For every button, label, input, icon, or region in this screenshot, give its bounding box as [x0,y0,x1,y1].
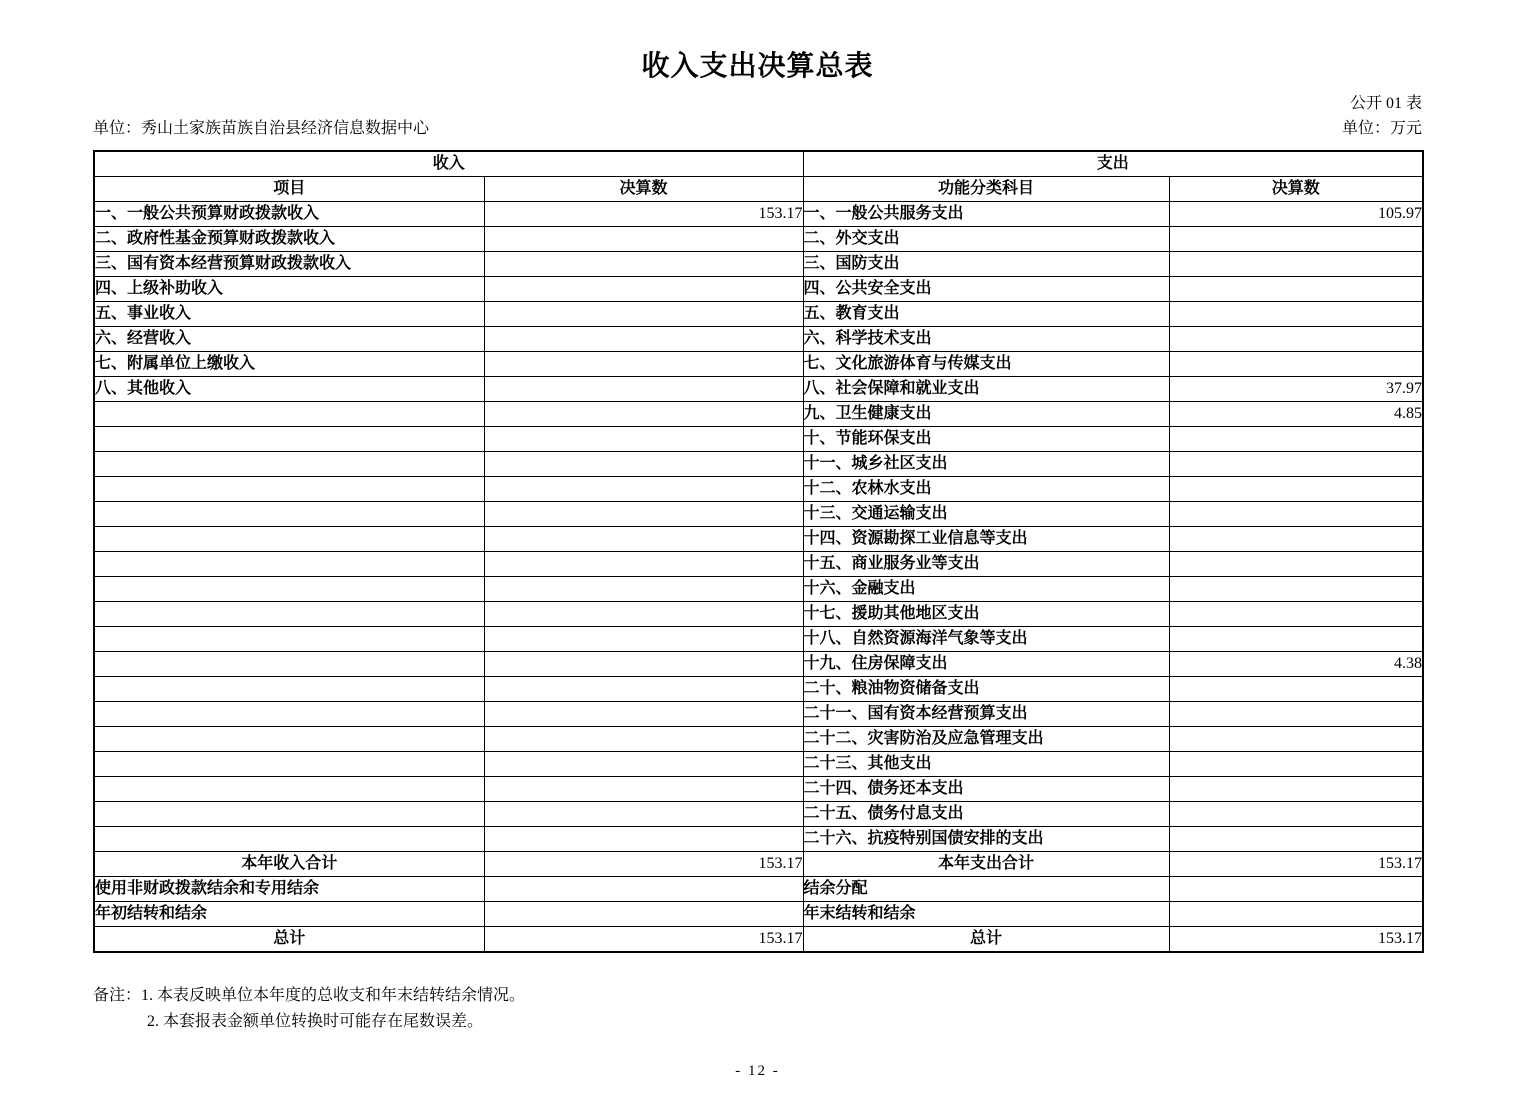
income-item-column-header: 项目 [94,177,484,202]
income-item-cell [94,477,484,502]
notes-block [93,983,1422,1035]
org-unit-label: 单位：秀山土家族苗族自治县经济信息数据中心 [93,120,430,137]
expense-item-cell: 十五、商业服务业等支出 [803,552,1169,577]
note-line-2 [93,1009,1422,1035]
income-value-cell [484,877,803,902]
income-value-cell [484,652,803,677]
doc-code-label: 公开 01 表 [1349,95,1422,112]
income-item-cell [94,502,484,527]
note-line-1 [93,983,1422,1009]
table-row [94,927,1423,953]
income-item-cell [94,452,484,477]
income-value-cell [484,727,803,752]
income-value-cell [484,527,803,552]
income-value-cell [484,352,803,377]
expense-item-cell: 三、国防支出 [803,252,1169,277]
income-value-cell [484,552,803,577]
expense-value-cell: 153.17 [1169,852,1423,877]
table-row [94,252,1423,277]
income-value-cell [484,802,803,827]
expense-value-cell: 153.17 [1169,927,1423,953]
table-row [94,302,1423,327]
income-item-cell [94,577,484,602]
income-value-cell [484,227,803,252]
income-item-cell: 三、国有资本经营预算财政拨款收入 [94,252,484,277]
note-text-2: 2. 本套报表金额单位转换时可能存在尾数误差。 [147,1013,484,1030]
income-item-cell: 二、政府性基金预算财政拨款收入 [94,227,484,252]
income-item-cell: 七、附属单位上缴收入 [94,352,484,377]
income-value-cell [484,902,803,927]
money-unit-label: 单位：万元 [1341,120,1422,137]
income-value-cell [484,602,803,627]
table-row [94,402,1423,427]
expense-item-cell: 年末结转和结余 [803,902,1169,927]
income-item-cell [94,552,484,577]
table-row [94,577,1423,602]
table-row [94,852,1423,877]
expense-item-cell: 十、节能环保支出 [803,427,1169,452]
income-item-cell [94,627,484,652]
table-row [94,452,1423,477]
income-value-cell [484,327,803,352]
expense-value-cell [1169,502,1423,527]
expense-item-cell: 七、文化旅游体育与传媒支出 [803,352,1169,377]
table-row [94,877,1423,902]
meta-row [93,118,1422,140]
income-value-cell [484,752,803,777]
income-item-cell [94,827,484,852]
expense-value-cell: 4.85 [1169,402,1423,427]
expense-item-cell: 六、科学技术支出 [803,327,1169,352]
expense-value-column-header: 决算数 [1169,177,1423,202]
income-value-cell [484,402,803,427]
expense-value-cell [1169,252,1423,277]
income-item-cell [94,402,484,427]
table-row [94,652,1423,677]
income-item-cell [94,527,484,552]
expense-item-cell: 二十四、债务还本支出 [803,777,1169,802]
budget-summary-table [93,150,1424,953]
expense-value-cell [1169,802,1423,827]
expense-item-cell: 十九、住房保障支出 [803,652,1169,677]
expense-item-cell: 本年支出合计 [803,852,1169,877]
income-item-cell [94,777,484,802]
income-item-cell: 六、经营收入 [94,327,484,352]
expense-value-cell [1169,452,1423,477]
income-value-cell [484,452,803,477]
table-row [94,477,1423,502]
page-title: 收入支出决算总表 [641,51,874,82]
note-text-1: 1. 本表反映单位本年度的总收支和年末结转结余情况。 [141,987,526,1004]
expense-item-cell: 四、公共安全支出 [803,277,1169,302]
expense-item-cell: 九、卫生健康支出 [803,402,1169,427]
expense-item-cell: 五、教育支出 [803,302,1169,327]
table-row [94,802,1423,827]
expense-item-cell: 二十、粮油物资储备支出 [803,677,1169,702]
income-item-cell [94,602,484,627]
income-value-cell: 153.17 [484,927,803,953]
table-row [94,677,1423,702]
expense-item-cell: 十二、农林水支出 [803,477,1169,502]
income-value-cell [484,777,803,802]
expense-item-cell: 十七、援助其他地区支出 [803,602,1169,627]
income-item-cell [94,652,484,677]
table-row [94,377,1423,402]
table-row [94,352,1423,377]
table-row [94,602,1423,627]
table-row [94,227,1423,252]
income-value-cell [484,677,803,702]
expense-value-cell [1169,827,1423,852]
expense-value-cell [1169,752,1423,777]
income-value-cell [484,627,803,652]
expense-item-cell: 十四、资源勘探工业信息等支出 [803,527,1169,552]
table-row [94,327,1423,352]
table-row [94,552,1423,577]
expense-item-cell: 十三、交通运输支出 [803,502,1169,527]
income-value-cell [484,377,803,402]
table-row [94,527,1423,552]
income-item-cell: 年初结转和结余 [94,902,484,927]
income-value-cell [484,252,803,277]
expense-value-cell [1169,477,1423,502]
income-item-cell: 四、上级补助收入 [94,277,484,302]
income-value-cell [484,477,803,502]
income-item-cell: 一、一般公共预算财政拨款收入 [94,202,484,227]
expense-item-cell: 一、一般公共服务支出 [803,202,1169,227]
expense-value-cell: 37.97 [1169,377,1423,402]
expense-item-cell: 十一、城乡社区支出 [803,452,1169,477]
expense-section-header: 支出 [803,151,1423,177]
income-value-cell: 153.17 [484,202,803,227]
expense-value-cell [1169,527,1423,552]
expense-item-cell: 十八、自然资源海洋气象等支出 [803,627,1169,652]
expense-value-cell [1169,427,1423,452]
expense-value-cell: 105.97 [1169,202,1423,227]
table-row [94,427,1423,452]
income-value-cell [484,502,803,527]
income-value-cell [484,577,803,602]
table-row [94,752,1423,777]
income-item-cell [94,727,484,752]
table-row [94,627,1423,652]
table-body [94,202,1423,953]
expense-value-cell [1169,677,1423,702]
expense-item-cell: 十六、金融支出 [803,577,1169,602]
expense-value-cell [1169,277,1423,302]
expense-value-cell [1169,702,1423,727]
income-item-cell: 五、事业收入 [94,302,484,327]
table-row [94,502,1423,527]
expense-value-cell [1169,302,1423,327]
income-item-cell: 使用非财政拨款结余和专用结余 [94,877,484,902]
income-value-cell [484,827,803,852]
income-value-cell [484,427,803,452]
income-item-cell: 总计 [94,927,484,953]
expense-item-cell: 二十二、灾害防治及应急管理支出 [803,727,1169,752]
income-item-cell: 八、其他收入 [94,377,484,402]
expense-item-cell: 二十三、其他支出 [803,752,1169,777]
table-row [94,202,1423,227]
expense-value-cell [1169,627,1423,652]
expense-value-cell [1169,577,1423,602]
expense-value-cell: 4.38 [1169,652,1423,677]
expense-value-cell [1169,727,1423,752]
column-header-row [94,177,1423,202]
expense-item-cell: 二、外交支出 [803,227,1169,252]
expense-value-cell [1169,552,1423,577]
income-value-cell [484,277,803,302]
expense-value-cell [1169,602,1423,627]
expense-value-cell [1169,777,1423,802]
income-value-column-header: 决算数 [484,177,803,202]
expense-item-cell: 二十一、国有资本经营预算支出 [803,702,1169,727]
income-item-cell [94,802,484,827]
table-row [94,702,1423,727]
income-item-cell [94,752,484,777]
income-item-cell [94,427,484,452]
table-row [94,277,1423,302]
income-section-header: 收入 [94,151,803,177]
table-row [94,727,1423,752]
income-value-cell [484,302,803,327]
document-page [0,50,1515,1119]
income-item-cell: 本年收入合计 [94,852,484,877]
table-row [94,777,1423,802]
income-value-cell [484,702,803,727]
expense-item-cell: 总计 [803,927,1169,953]
expense-value-cell [1169,352,1423,377]
expense-value-cell [1169,877,1423,902]
income-item-cell [94,677,484,702]
expense-item-cell: 八、社会保障和就业支出 [803,377,1169,402]
expense-item-cell: 二十六、抗疫特别国债安排的支出 [803,827,1169,852]
income-item-cell [94,702,484,727]
note-label: 备注： [93,987,142,1004]
expense-item-column-header: 功能分类科目 [803,177,1169,202]
income-value-cell: 153.17 [484,852,803,877]
page-number: - 12 - [735,1063,780,1079]
expense-value-cell [1169,227,1423,252]
section-header-row [94,151,1423,177]
expense-value-cell [1169,327,1423,352]
table-row [94,827,1423,852]
table-row [94,902,1423,927]
expense-value-cell [1169,902,1423,927]
expense-item-cell: 结余分配 [803,877,1169,902]
expense-item-cell: 二十五、债务付息支出 [803,802,1169,827]
